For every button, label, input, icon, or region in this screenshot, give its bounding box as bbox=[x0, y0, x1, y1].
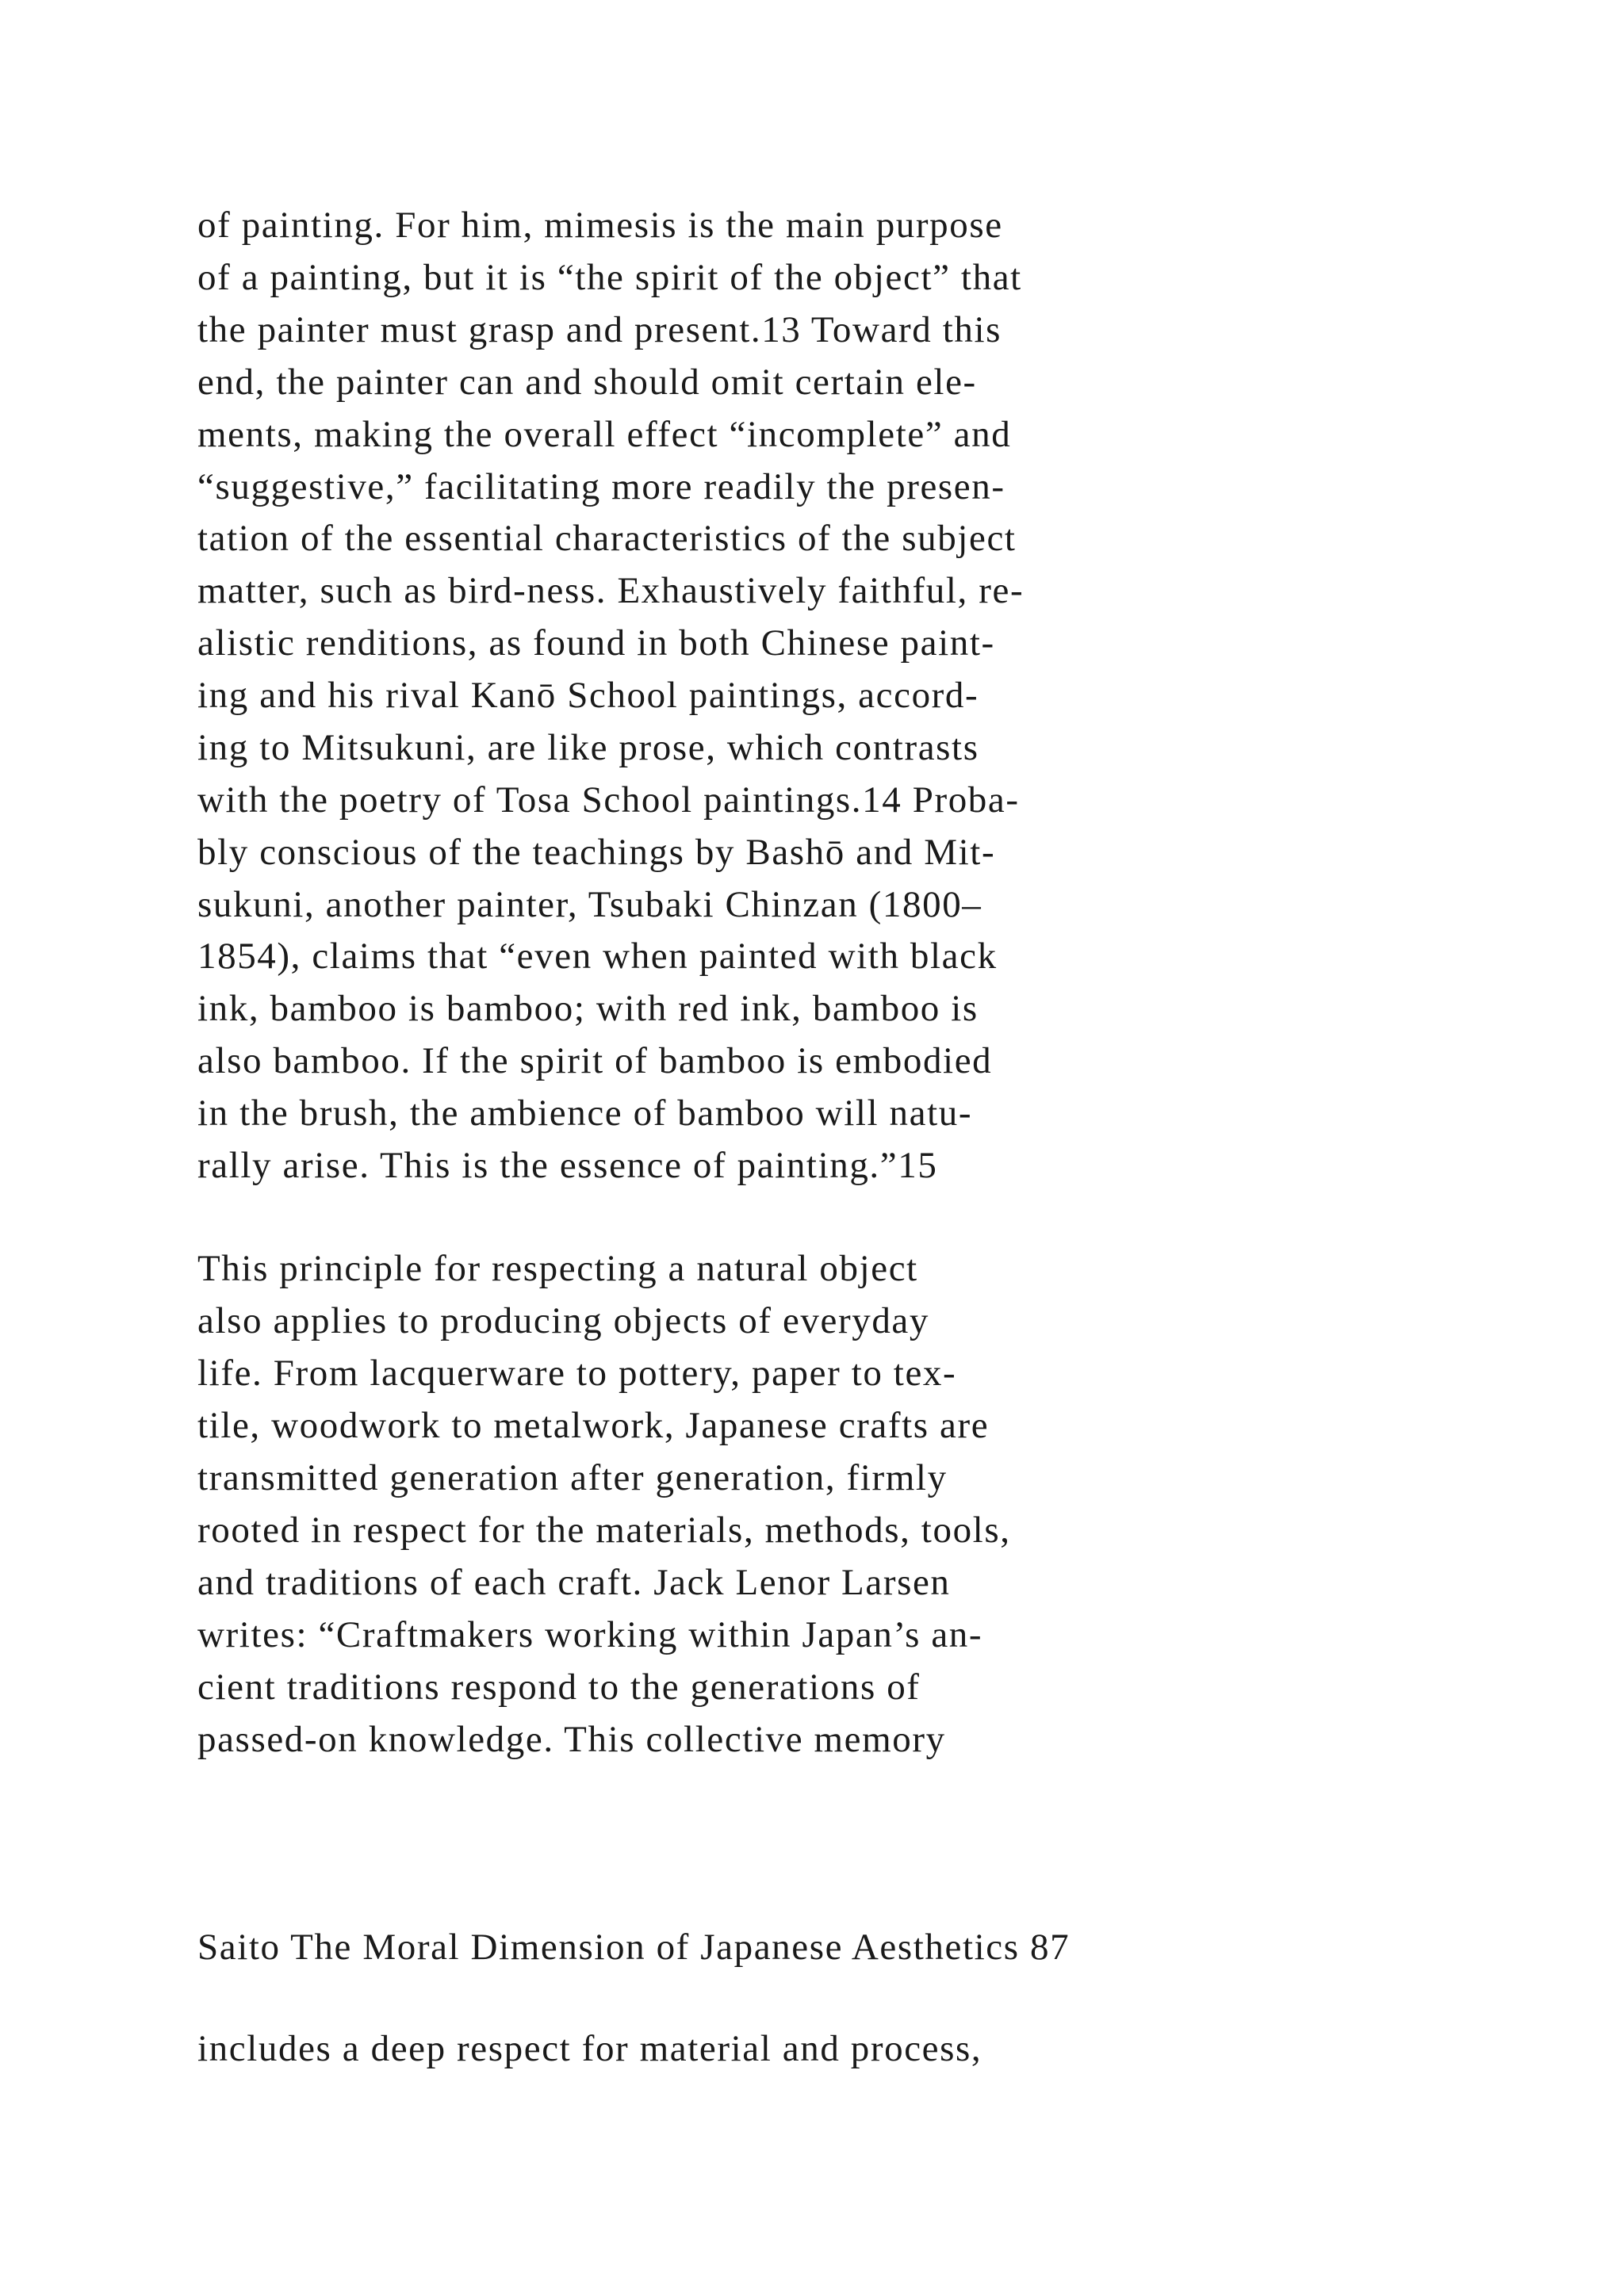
text-line: bly conscious of the teachings by Bashō and Mit- bbox=[197, 832, 996, 873]
text-line: tile, woodwork to metalwork, Japanese crafts are bbox=[197, 1405, 990, 1446]
text-line: of painting. For him, mimesis is the main purpose bbox=[197, 205, 1003, 246]
text-line: passed-on knowledge. This collective memory bbox=[197, 1719, 946, 1760]
text-line: also bamboo. If the spirit of bamboo is embodied bbox=[197, 1040, 993, 1081]
running-footer: Saito The Moral Dimension of Japanese Aesthetics 87 bbox=[197, 1927, 1071, 1968]
text-line: the painter must grasp and present.13 Toward this bbox=[197, 309, 1002, 350]
text-line: also applies to producing objects of everyday bbox=[197, 1300, 929, 1341]
text-line: and traditions of each craft. Jack Lenor Larsen bbox=[197, 1562, 951, 1603]
text-line: end, the painter can and should omit certain ele- bbox=[197, 362, 977, 403]
text-line: “suggestive,” facilitating more readily the presen- bbox=[197, 466, 1005, 507]
text-line: writes: “Craftmakers working within Japan’s an- bbox=[197, 1614, 983, 1655]
text-line: ing to Mitsukuni, are like prose, which contrasts bbox=[197, 727, 979, 768]
text-line: tation of the essential characteristics of the subject bbox=[197, 518, 1017, 559]
text-line: sukuni, another painter, Tsubaki Chinzan (1800– bbox=[197, 884, 982, 925]
text-line: ink, bamboo is bamboo; with red ink, bamboo is bbox=[197, 988, 979, 1029]
continuation-text-line: includes a deep respect for material and process, bbox=[197, 2028, 982, 2069]
text-line: life. From lacquerware to pottery, paper to tex- bbox=[197, 1353, 957, 1394]
text-line: transmitted generation after generation, firmly bbox=[197, 1457, 948, 1498]
text-line: of a painting, but it is “the spirit of the object” that bbox=[197, 257, 1022, 298]
text-line: This principle for respecting a natural object bbox=[197, 1248, 918, 1289]
text-line: ing and his rival Kanō School paintings, accord- bbox=[197, 675, 979, 716]
text-line: rooted in respect for the materials, methods, tools, bbox=[197, 1510, 1011, 1551]
text-line: with the poetry of Tosa School paintings.14 Proba- bbox=[197, 779, 1020, 821]
text-line: 1854), claims that “even when painted with black bbox=[197, 936, 998, 977]
text-line: alistic renditions, as found in both Chinese paint- bbox=[197, 622, 995, 664]
text-line: rally arise. This is the essence of painting.”15 bbox=[197, 1145, 938, 1186]
text-line: matter, such as bird-ness. Exhaustively faithful, re- bbox=[197, 570, 1025, 611]
text-line: ments, making the overall effect “incomplete” and bbox=[197, 414, 1012, 455]
text-line: in the brush, the ambience of bamboo will natu- bbox=[197, 1093, 973, 1134]
text-line: cient traditions respond to the generations of bbox=[197, 1667, 921, 1708]
